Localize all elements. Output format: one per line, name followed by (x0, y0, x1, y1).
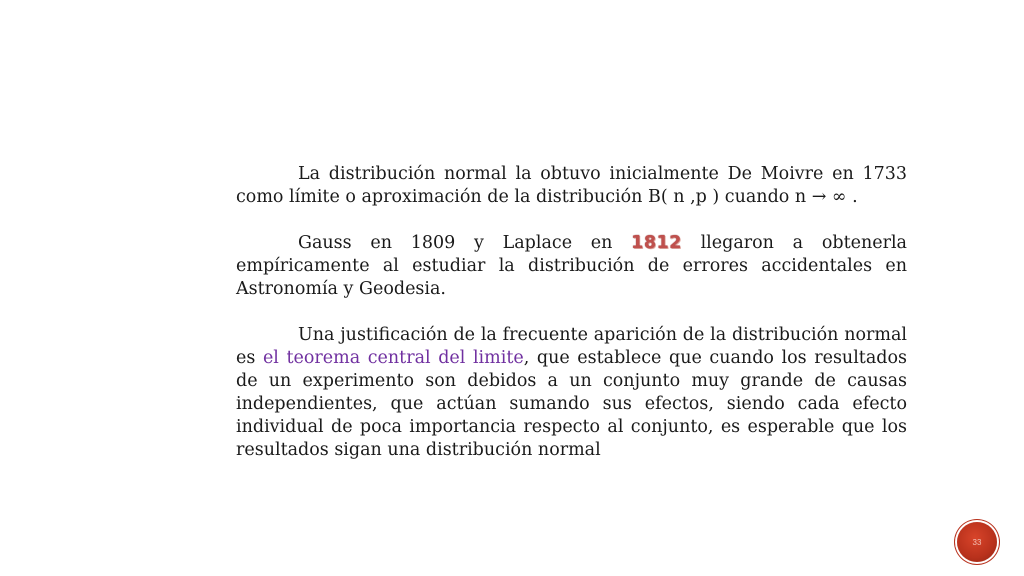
theorem-link[interactable]: el teorema central del limite (262, 348, 524, 368)
highlighted-year: 1812 (631, 233, 682, 253)
paragraph-text: Gauss en 1809 y Laplace en (298, 233, 632, 253)
text-block (236, 163, 907, 462)
paragraph-de-moivre (236, 163, 907, 209)
paragraph-justification (236, 324, 907, 462)
paragraph-text: La distribución normal la obtuvo inicialmente De Moivre en 1733 como límite o aproximación de la distribución B( n ,p ) cuando n → ∞ . (236, 164, 907, 207)
page-number-badge (957, 522, 997, 562)
paragraph-text: Una justificación de la frecuente aparición de la distribución normal es (236, 325, 907, 368)
page-number: 33 (972, 537, 982, 547)
paragraph-text: , que establece que cuando los resultados de un experimento son debidos a un conjunto muy grande de causas independientes, que actúan sumando sus efectos, siendo cada efecto individual de poca importancia respecto al conjunto, es esperable que los resultados sigan una distribución normal (236, 348, 907, 460)
paragraph-text: llegaron a obtenerla empíricamente al estudiar la distribución de errores accidentales en Astronomía y Geodesia. (236, 233, 907, 299)
paragraph-gauss-laplace (236, 232, 907, 301)
